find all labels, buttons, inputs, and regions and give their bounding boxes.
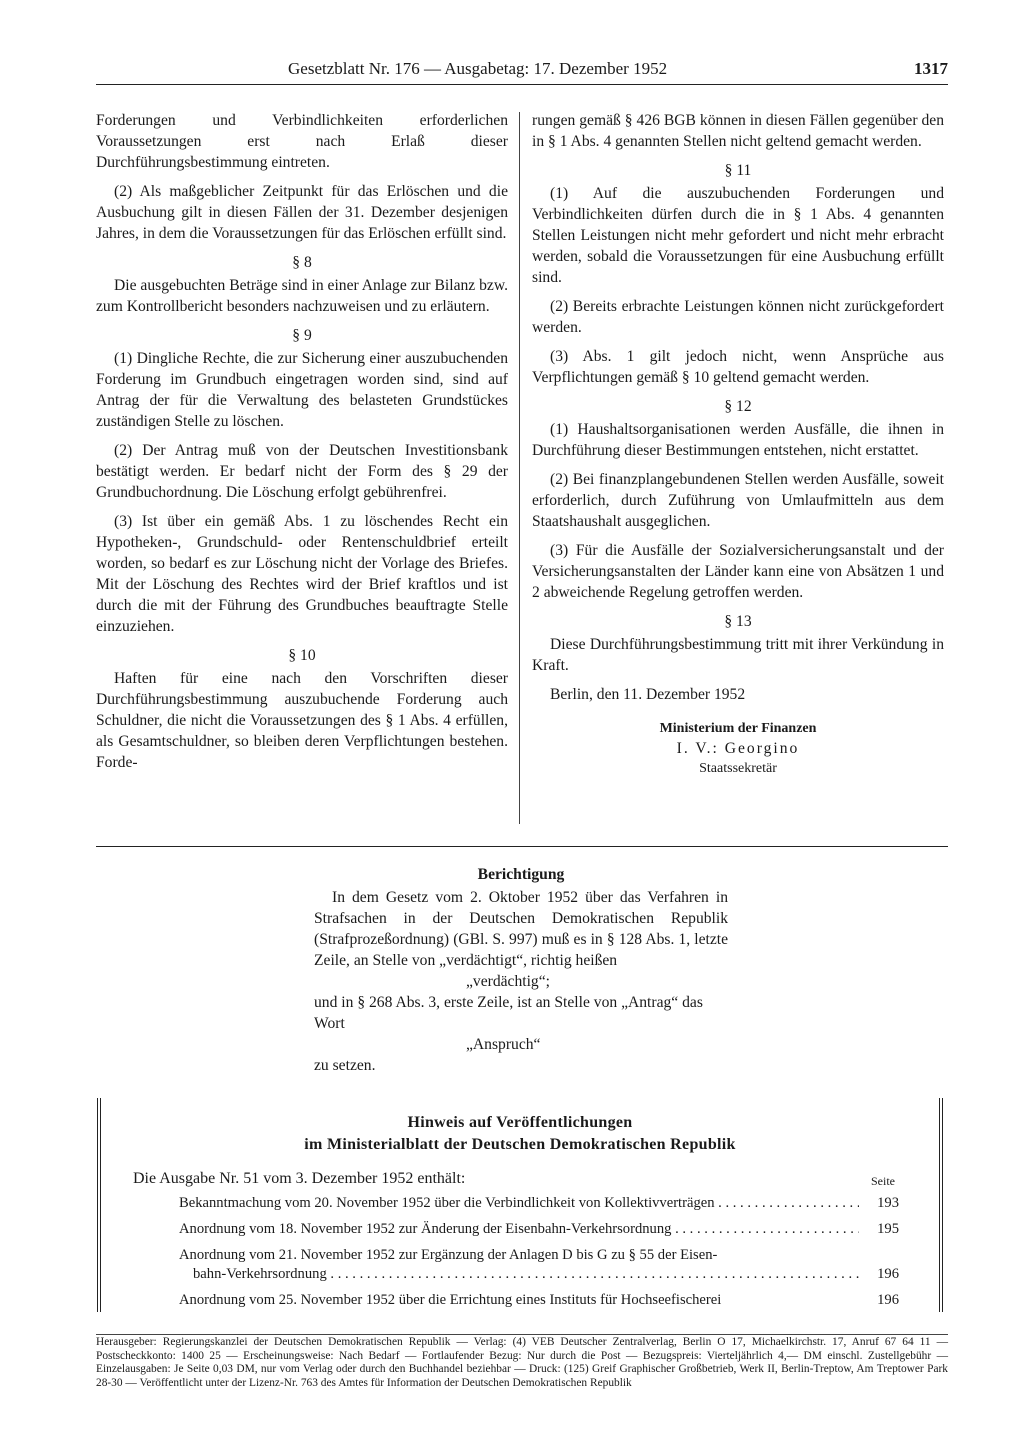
section-heading: § 11 xyxy=(724,162,752,179)
paragraph: (1) Auf die auszubuchenden Forderungen und Verbindlichkeiten dürfen durch die in § 1 Abs. 4 genannten Stellen Leistungen nicht mehr gefordert und nicht mehr erbracht werden, sobald die Voraussetzungen für eine Ausbuchung erfüllt sind. xyxy=(532,185,944,286)
left-column xyxy=(96,110,508,781)
section-rule xyxy=(96,846,948,847)
correction-notice xyxy=(314,864,728,1076)
notice-page-label: Seite xyxy=(871,1174,895,1188)
footer-rule xyxy=(96,1334,948,1335)
paragraph: (2) Als maßgeblicher Zeitpunkt für das Erlöschen und die Ausbuchung gilt in diesen Fällen der 31. Dezember desjenigen Jahres, in dem die Voraussetzungen für das Erlöschen erfüllt sind. xyxy=(96,183,508,242)
imprint: Herausgeber: Regierungskanzlei der Deutschen Demokratischen Republik — Verlag: (4) VEB Deutscher Zentralverlag, Berlin O 17, Michaelkirchstr. 17, Anruf 67 64 11 — Postscheckkonto: 1400 25 — Erscheinungsweise: Nach Bedarf — Fortlaufender Bezug: Nur durch die Post — Bezugspreis: Vierteljährlich 4,— DM einschl. Zustellgebühr — Einzelausgaben: Je Seite 0,03 DM, nur vom Verlag oder durch den Buchhandel beziehbar — Druck: (125) Greif Graphischer Großbetrieb, Werk II, Berlin-Treptow, Am Treptower Park 28-30 — Veröffentlicht unter der Lizenz-Nr. 763 des Amtes für Information der Deutschen Demokratischen Republik xyxy=(96,1336,948,1389)
notice-entry xyxy=(179,1220,899,1239)
paragraph: Diese Durchführungsbestimmung tritt mit ihrer Verkündung in Kraft. xyxy=(532,636,944,674)
paragraph: (2) Bereits erbrachte Leistungen können nicht zurückgefordert werden. xyxy=(532,298,944,336)
correction-title: Berichtigung xyxy=(477,866,565,883)
header-title: Gesetzblatt Nr. 176 — Ausgabetag: 17. Dezember 1952 xyxy=(288,59,668,78)
notice-title xyxy=(101,1112,939,1156)
notice-entry-text: Anordnung vom 25. November 1952 über die Errichtung eines Instituts für Hochseefischerei xyxy=(179,1292,722,1308)
paragraph: rungen gemäß § 426 BGB können in diesen Fällen gegenüber den in § 1 Abs. 4 genannten Stellen nicht geltend gemacht werden. xyxy=(532,112,944,150)
page-header xyxy=(96,58,948,82)
notice-entry-page: 195 xyxy=(877,1221,899,1237)
notice-issue: Die Ausgabe Nr. 51 vom 3. Dezember 1952 enthält: xyxy=(133,1170,466,1187)
column-divider xyxy=(519,112,520,824)
paragraph: (1) Haushaltsorganisationen werden Ausfälle, die ihnen in Durchführung dieser Bestimmungen entstehen, nicht erstattet. xyxy=(532,421,944,459)
section-heading: § 8 xyxy=(292,254,312,271)
paragraph: (2) Bei finanzplangebundenen Stellen werden Ausfälle, soweit erforderlich, durch Zuführung von Umlaufmitteln aus dem Staatshaushalt ausgeglichen. xyxy=(532,471,944,530)
section-heading: § 9 xyxy=(292,327,312,344)
paragraph: (1) Dingliche Rechte, die zur Sicherung einer auszubuchenden Forderung im Grundbuch eingetragen worden sind, sind auf Antrag der für die Verwaltung des belasteten Grundstückes zuständigen Stelle zu löschen. xyxy=(96,350,508,430)
right-column-text xyxy=(532,110,944,676)
section-heading: § 13 xyxy=(724,613,752,630)
paragraph: (3) Ist über ein gemäß Abs. 1 zu löschendes Recht ein Hypotheken-, Grundschuld- oder Rentenschuldbrief erteilt worden, so bedarf es zur Löschung nicht der Vorlage des Briefes. Mit der Löschung des Rechtes wird der Brief kraftlos und ist durch die mit der Führung des Grundbuches beauftragte Stelle einzuziehen. xyxy=(96,513,508,635)
notice-entry-text-cont: bahn-Verkehrsordnung xyxy=(193,1266,327,1282)
signature-ministry: Ministerium der Finanzen xyxy=(659,721,817,736)
paragraph: (3) Für die Ausfälle der Sozialversicherungsanstalt und der Versicherungsanstalten der Länder kann eine von Absätzen 1 und 2 abweichende Regelung getroffen werden. xyxy=(532,542,944,601)
page-number: 1317 xyxy=(914,59,948,78)
notice-entry xyxy=(179,1194,899,1213)
right-column xyxy=(532,110,944,779)
notice-entry-page: 196 xyxy=(877,1266,899,1282)
notice-entry-text xyxy=(179,1246,859,1284)
signature-signer: I. V.: Georgino xyxy=(676,740,800,757)
notice-entry-text: Bekanntmachung vom 20. November 1952 über die Verbindlichkeit von Kollektivverträgen . . . xyxy=(179,1194,859,1213)
paragraph: Forderungen und Verbindlichkeiten erforderlichen Voraussetzungen erst nach Erlaß dieser Durchführungsbestimmung eintreten. xyxy=(96,112,508,171)
correction-end: zu setzen. xyxy=(314,1057,376,1074)
notice-entry-text-line-2 xyxy=(179,1265,859,1284)
notice-title-line-1: Hinweis auf Veröffentlichungen xyxy=(407,1114,633,1131)
paragraph: (3) Abs. 1 gilt jedoch nicht, wenn Ansprüche aus Verpflichtungen gemäß § 10 geltend gemacht werden. xyxy=(532,348,944,386)
correction-text: In dem Gesetz vom 2. Oktober 1952 über das Verfahren in Strafsachen in der Deutschen Demokratischen Republik (Strafprozeßordnung) (GBl. S. 997) muß es in § 128 Abs. 1, letzte Zeile, an Stelle von „verdächtigt“, richtig heißen xyxy=(314,889,728,969)
correction-text-2: und in § 268 Abs. 3, erste Zeile, ist an Stelle von „Antrag“ das Wort xyxy=(314,994,703,1032)
section-heading: § 10 xyxy=(288,647,316,664)
correction-word-1: „verdächtig“; xyxy=(466,973,550,990)
signature-role: Staatssekretär xyxy=(699,761,777,776)
notice-entry-page: 196 xyxy=(877,1292,899,1308)
notice-entry-page: 193 xyxy=(877,1195,899,1211)
notice-entry xyxy=(179,1246,899,1284)
paragraph: (2) Der Antrag muß von der Deutschen Investitionsbank bestätigt werden. Er bedarf nicht der Form des § 29 der Grundbuchordnung. Die Löschung erfolgt gebührenfrei. xyxy=(96,442,508,501)
paragraph: Haften für eine nach den Vorschriften dieser Durchführungsbestimmung auszubuchende Forderung auch Schuldner, die nicht die Voraussetzungen des § 1 Abs. 4 erfüllen, als Gesamtschuldner, so bleiben deren Verpflichtungen bestehen. Forde- xyxy=(96,670,508,771)
section-heading: § 12 xyxy=(724,398,752,415)
publication-notice-box xyxy=(97,1098,943,1312)
paragraph: Die ausgebuchten Beträge sind in einer Anlage zur Bilanz bzw. zum Kontrollbericht besonders nachzuweisen und zu erläutern. xyxy=(96,277,508,315)
notice-entries xyxy=(179,1194,899,1317)
notice-entry-text: Anordnung vom 18. November 1952 zur Änderung der Eisenbahn-Verkehrsordnung . . . xyxy=(179,1220,859,1239)
notice-entry xyxy=(179,1291,899,1310)
correction-word-2: „Anspruch“ xyxy=(466,1036,541,1053)
header-rule xyxy=(96,84,948,85)
signature-place-date: Berlin, den 11. Dezember 1952 xyxy=(550,686,746,703)
notice-title-line-2: im Ministerialblatt der Deutschen Demokratischen Republik xyxy=(304,1136,736,1153)
notice-entry-text-line-1: Anordnung vom 21. November 1952 zur Ergänzung der Anlagen D bis G zu § 55 der Eisen- xyxy=(179,1247,718,1263)
